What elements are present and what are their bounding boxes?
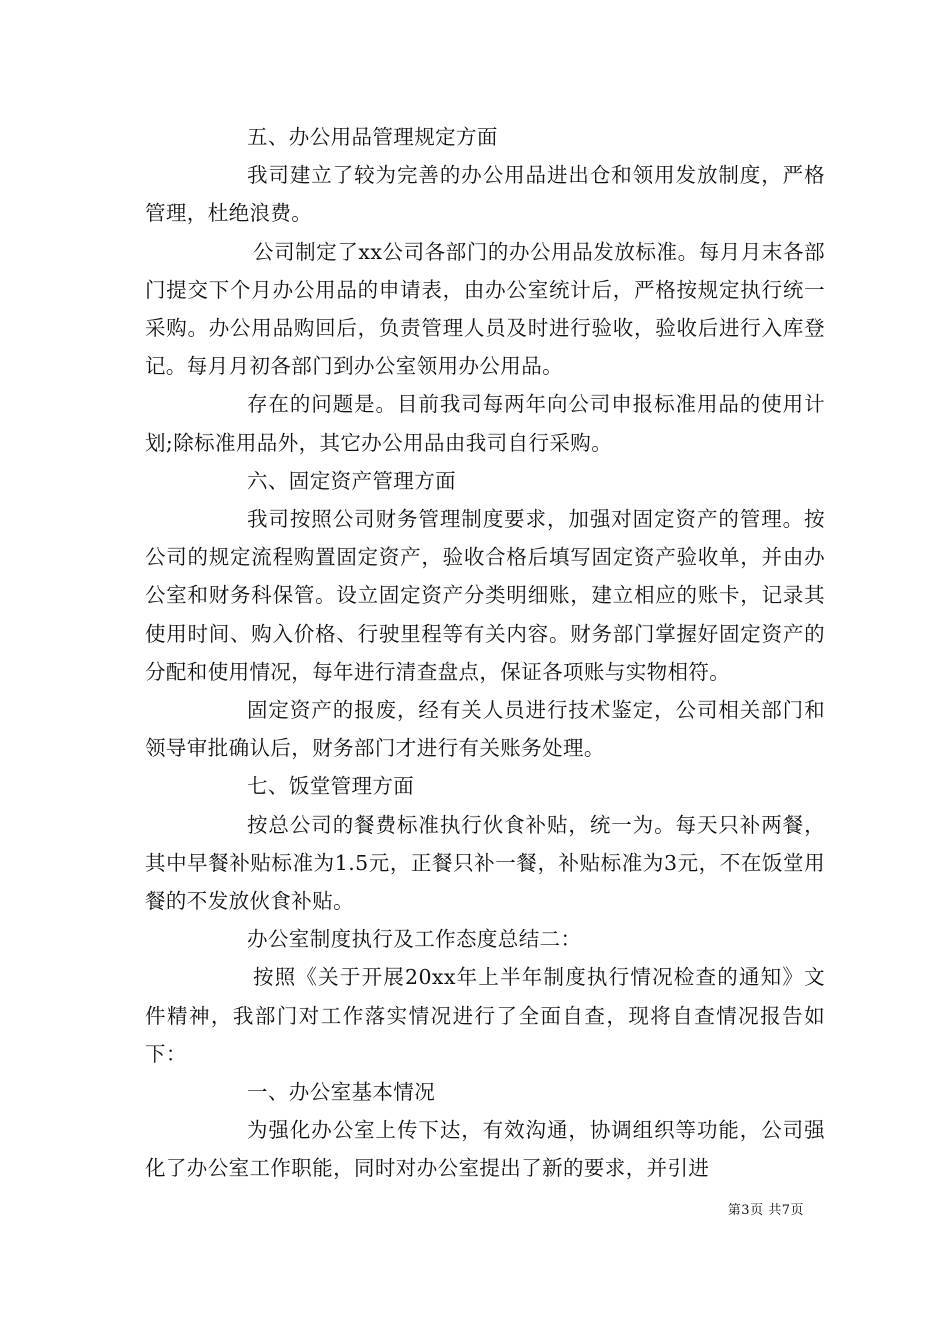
body-paragraph: 按照《关于开展20xx年上半年制度执行情况检查的通知》文件精神，我部门对工作落实情况进行了全面自查，现将自查情况报告如下： [145,965,825,1066]
page-number-footer [728,1202,804,1220]
body-paragraph: 固定资产的报废，经有关人员进行技术鉴定，公司相关部门和领导审批确认后，财务部门才进行有关账务处理。 [145,698,825,761]
section-heading-fixed-assets: 六、固定资产管理方面 [247,468,456,493]
footer-total-pages: 7 [781,1203,791,1218]
body-paragraph: 为强化办公室上传下达，有效沟通，协调组织等功能，公司强化了办公室工作职能，同时对办公室提出了新的要求，并引进 [145,1118,825,1181]
footer-current-page: 3 [741,1203,751,1218]
section-heading-summary-two: 办公室制度执行及工作态度总结二： [247,927,582,952]
body-paragraph: 存在的问题是。目前我司每两年向公司申报标准用品的使用计划;除标准用品外，其它办公用品由我司自行采购。 [145,392,825,455]
section-heading-office-basics: 一、办公室基本情况 [247,1080,436,1105]
footer-middle: 页 共 [750,1203,782,1218]
section-heading-canteen: 七、饭堂管理方面 [247,774,415,799]
body-paragraph: 按总公司的餐费标准执行伙食补贴，统一为。每天只补两餐，其中早餐补贴标准为1.5元，正餐只补一餐，补贴标准为3元，不在饭堂用餐的不发放伙食补贴。 [145,812,825,914]
document-body [145,118,825,1188]
body-paragraph: 我司按照公司财务管理制度要求，加强对固定资产的管理。按公司的规定流程购置固定资产，验收合格后填写固定资产验收单，并由办公室和财务科保管。设立固定资产分类明细账，建立相应的账卡，记录其使用时间、购入价格、行驶里程等有关内容。财务部门掌握好固定资产的分配和使用情况，每年进行清查盘点，保证各项账与实物相符。 [145,507,825,684]
body-paragraph: 我司建立了较为完善的办公用品进出仓和领用发放制度，严格管理，杜绝浪费。 [145,163,825,226]
footer-suffix: 页 [790,1203,804,1218]
section-heading-office-supplies: 五、办公用品管理规定方面 [247,125,498,149]
body-paragraph: 公司制定了xx公司各部门的办公用品发放标准。每月月末各部门提交下个月办公用品的申请表，由办公室统计后，严格按规定执行统一采购。办公用品购回后，负责管理人员及时进行验收，验收后进行入库登记。每月月初各部门到办公室领用办公用品。 [145,239,825,379]
footer-prefix: 第 [727,1203,742,1218]
